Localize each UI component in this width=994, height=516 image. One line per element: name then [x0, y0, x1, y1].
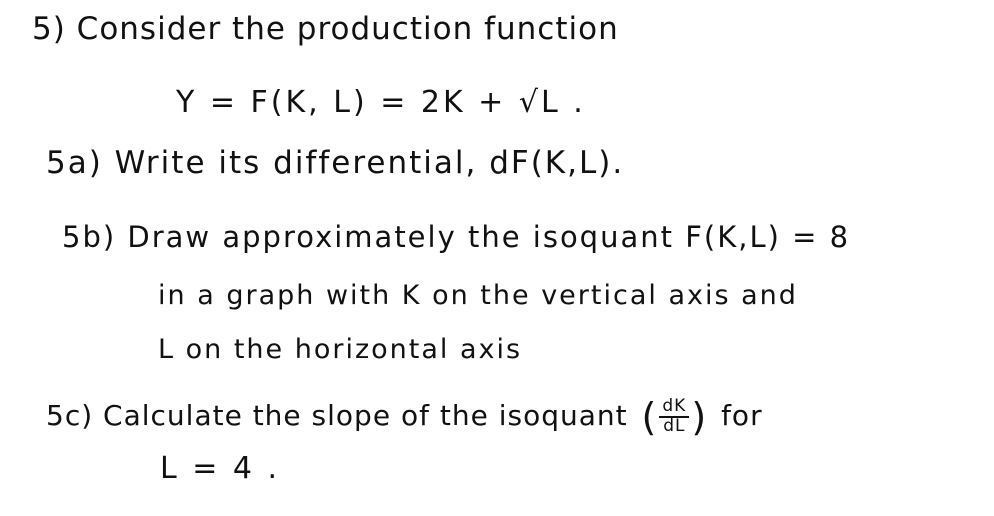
question-5c-text: 5c) Calculate the slope of the isoquant: [46, 399, 628, 432]
fraction-denominator: dL: [663, 415, 686, 436]
question-5c-for: for: [721, 399, 763, 432]
question-5b-line-3: L on the horizontal axis: [158, 334, 523, 365]
fraction-numerator: dK: [662, 396, 687, 417]
production-function-equation: Y = F(K, L) = 2K + √L .: [176, 85, 586, 120]
question-5b-line-2: in a graph with K on the vertical axis and: [158, 280, 798, 311]
question-5a: 5a) Write its differential, dF(K,L).: [46, 145, 625, 181]
question-5b-line-1: 5b) Draw approximately the isoquant F(K,L) = 8: [62, 220, 851, 254]
problem-heading: 5) Consider the production function: [32, 11, 619, 47]
open-paren: (: [641, 395, 658, 439]
slope-fraction: [641, 395, 708, 439]
question-5c-line-1: [46, 395, 763, 439]
fraction-body: [659, 398, 689, 435]
close-paren: ): [691, 395, 708, 439]
question-5c-line-2: L = 4 .: [160, 451, 281, 486]
